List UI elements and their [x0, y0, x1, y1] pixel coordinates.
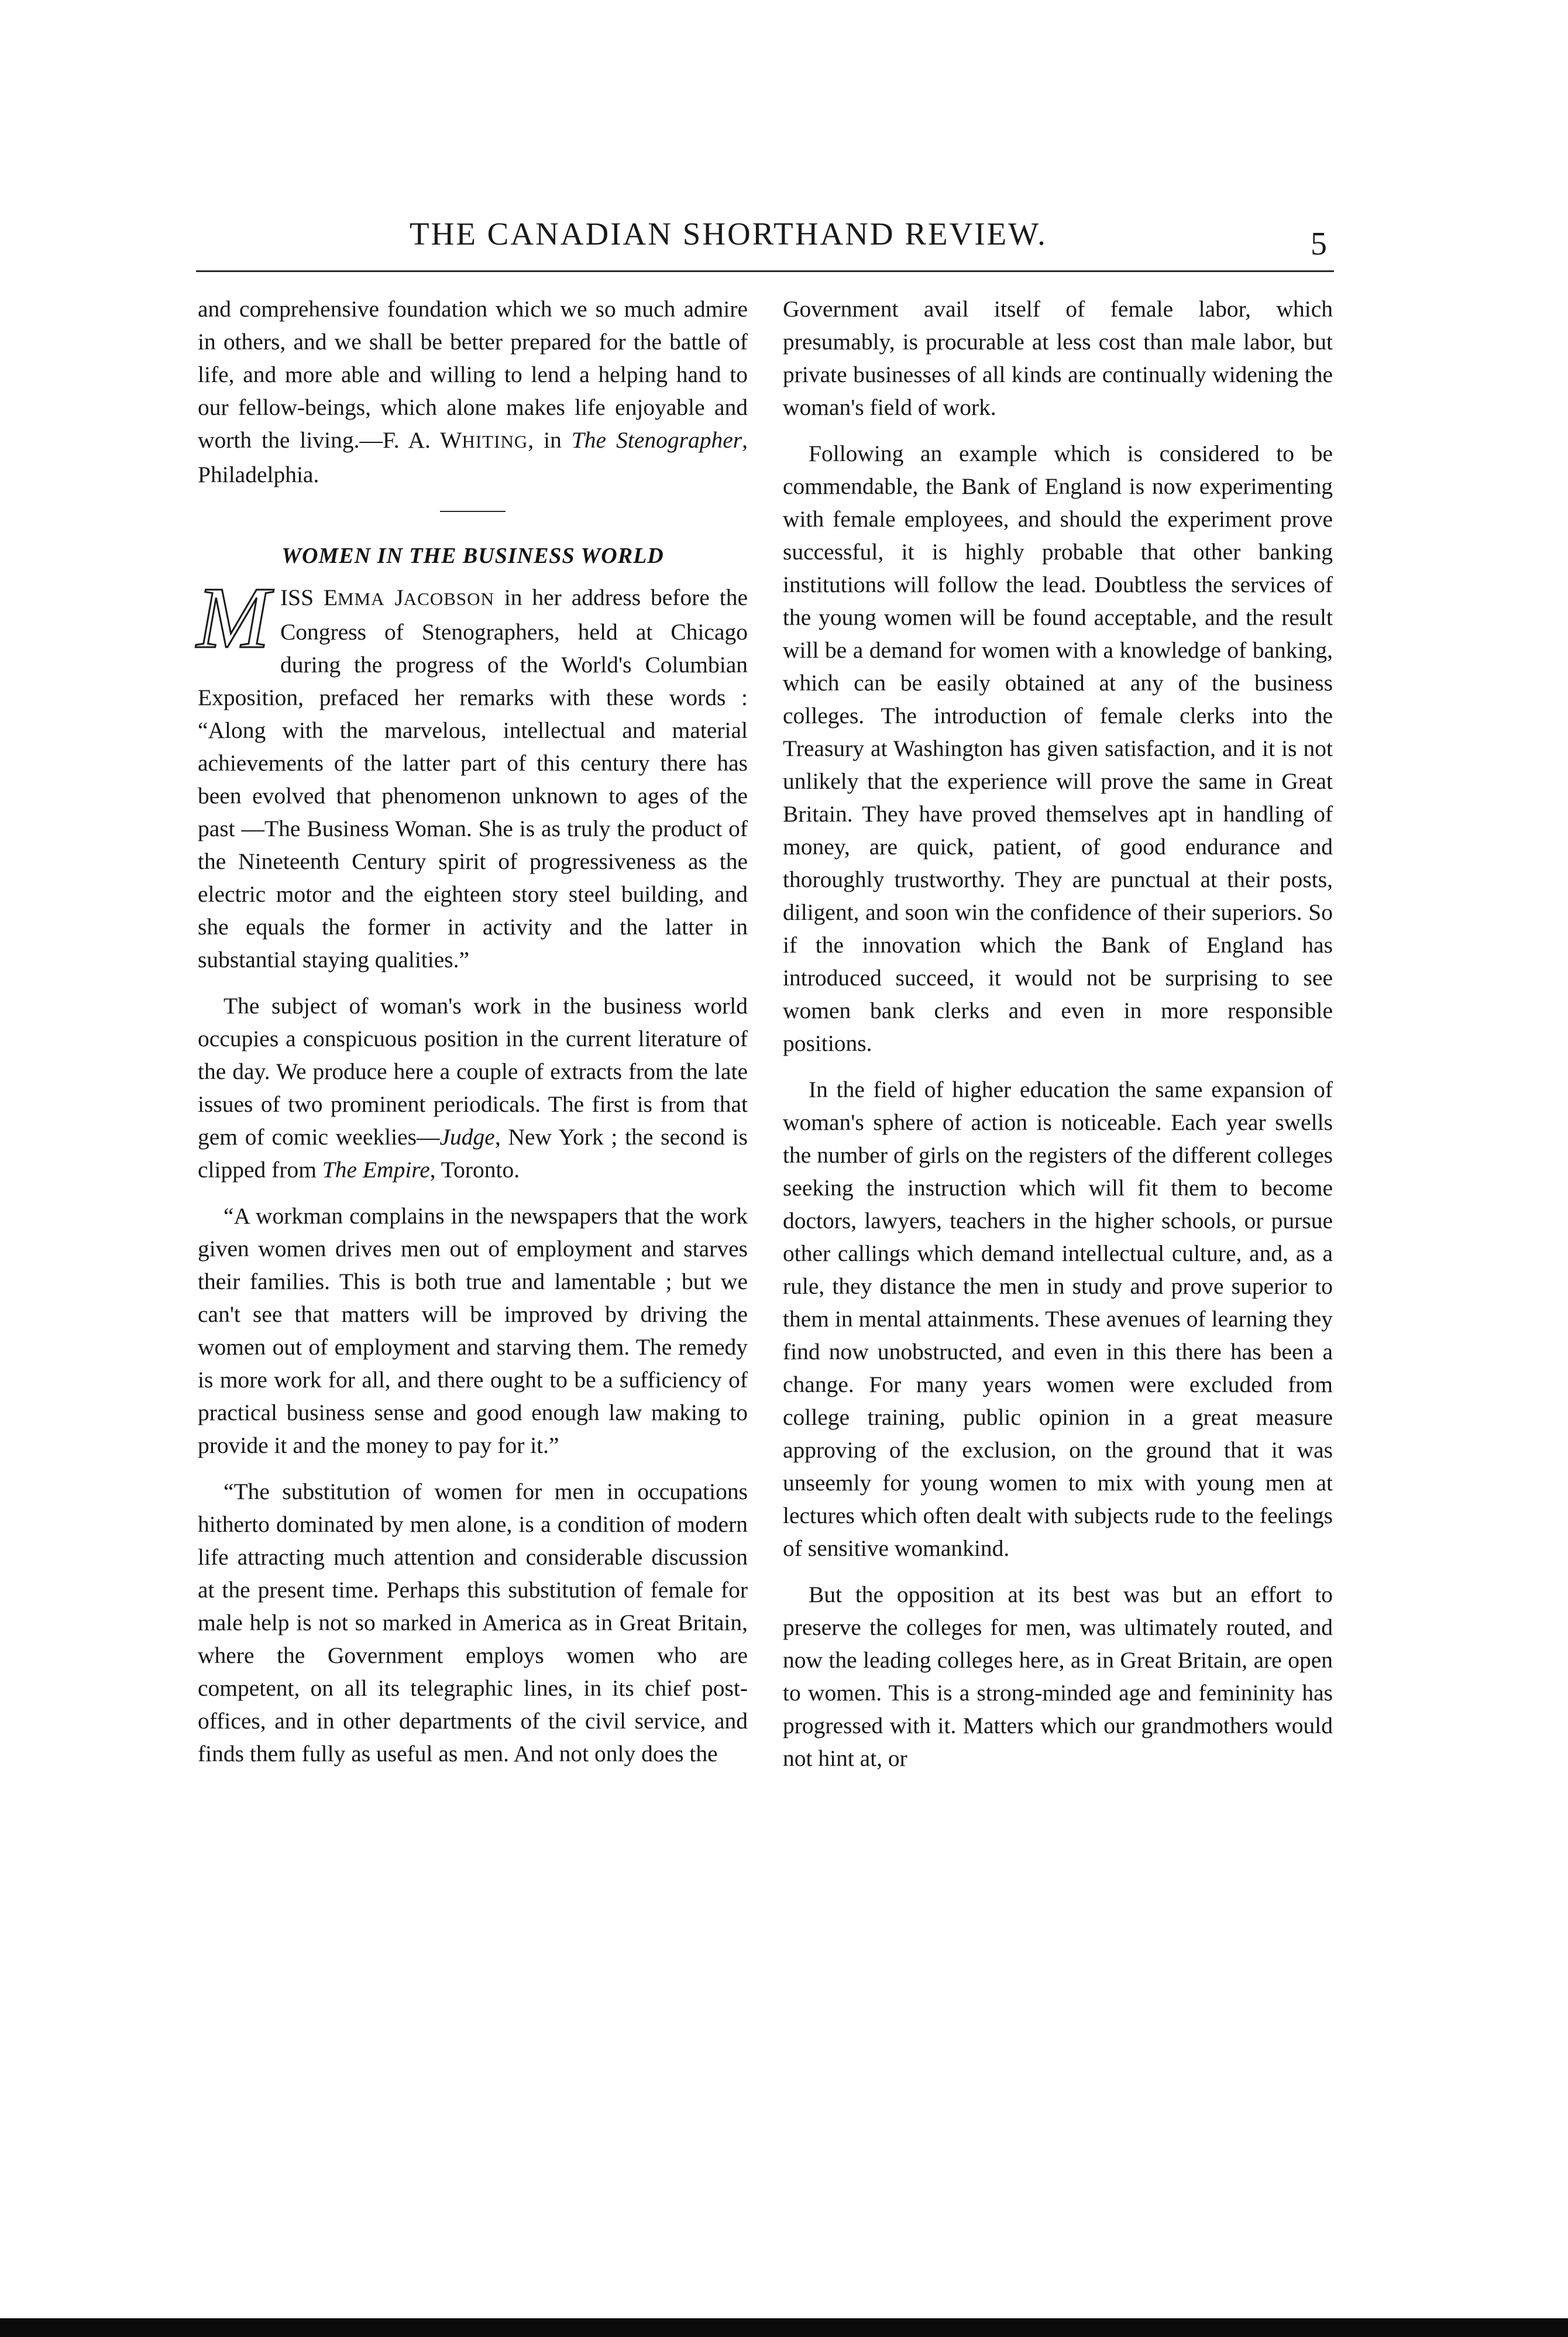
- drop-cap: M: [197, 569, 270, 666]
- after-author: , in: [528, 427, 562, 453]
- right-paragraph-3: In the field of higher education the same expansion of woman's sphere of action is noticeable. Each year swells the number of girls on the registers of the different colleges seeking the instruction which will fit them to become doctors, lawyers, teachers in the higher schools, or pursue other callings which demand intellectual culture, and, as a rule, they distance the men in study and prove superior to them in mental attainments. These avenues of learning they find now unobstructed, and even in this there has been a change. For many years women were excluded from college training, public opinion in a great measure approving of the exclusion, on the ground that it was unseemly for young women to mix with young men at lectures which often dealt with subjects rude to the feelings of sensitive womankind.: [783, 1077, 1333, 1561]
- periodical-judge: Judge: [439, 1124, 495, 1150]
- periodical-empire: The Empire: [322, 1157, 430, 1183]
- subject-paragraph: [198, 989, 748, 1186]
- subject-end: , Toronto.: [429, 1157, 520, 1183]
- right-column: [783, 293, 1333, 1788]
- substitution-paragraph: “The substitution of women for men in occupations hitherto dominated by men alone, is a condition of modern life attracting much attention and considerable discussion at the present time. Perhaps this substitution of female for male help is not so marked in America as in Great Britain, where the Government employs women who are competent, on all its telegraphic lines, in its chief post-offices, and in other departments of the civil service, and finds them fully as useful as men. And not only does the: [198, 1479, 748, 1767]
- header-rule: [196, 270, 1334, 272]
- subject-mid: , New York ; the second is clipped from: [198, 1124, 748, 1183]
- author-rest: HITING: [462, 431, 528, 452]
- source-publication: The Stenographer: [571, 427, 742, 453]
- name-initial-1: E: [323, 585, 338, 610]
- intro-paragraph: [198, 293, 748, 491]
- subject-start: The subject of woman's work in the business world occupies a conspicuous position in the current literature of the day. We produce here a couple of extracts from the late issues of two prominent periodicals. The first is from that gem of comic weeklies—: [198, 993, 748, 1150]
- section-divider: [440, 511, 506, 512]
- name-rest-2: ACOBSON: [403, 589, 494, 609]
- name-initial-2: J: [394, 585, 404, 610]
- page-number: 5: [1311, 226, 1327, 262]
- name-rest-1: MMA: [338, 589, 385, 609]
- lead-paragraph: [197, 569, 748, 976]
- lead-text: in her address before the Congress of Stenographers, held at Chicago during the progress of the World's Columbian Exposition, prefaced her remarks with these words : “Along with the marvelous, intellectual and material achievements of the latter part of this century there has been evolved that phenomenon unknown to ages of the past —The Business Woman. She is as truly the product of the Nineteenth Century spirit of progressiveness as the electric motor and the eighteen story steel building, and she equals the former in activity and the latter in substantial staying qualities.”: [198, 585, 748, 972]
- workman-paragraph: “A workman complains in the newspapers that the work given women drives men out of employment and starves their families. This is both true and lamentable ; but we can't see that matters will be improved by driving the women out of employment and starving them. The remedy is more work for all, and there ought to be a sufficiency of practical business sense and good enough law making to provide it and the money to pay for it.”: [198, 1203, 748, 1458]
- first-name-rest: ISS: [280, 585, 314, 610]
- running-head-title: THE CANADIAN SHORTHAND REVIEW.: [410, 216, 1047, 252]
- right-paragraph-4: But the opposition at its best was but an effort to preserve the colleges for men, was ultimately routed, and now the leading colleges here, as in Great Britain, are open to women. This is a strong-minded age and femininity has progressed with it. Matters which our grandmothers would not hint at, or: [783, 1582, 1333, 1771]
- left-column: [198, 293, 748, 1783]
- right-paragraph-2: Following an example which is considered to be commendable, the Bank of England is now experimenting with female employees, and should the experiment prove successful, it is highly probable that other banking institutions will follow the lead. Doubtless the services of the young women will be found acceptable, and the result will be a demand for women with a knowledge of banking, which can be easily obtained at any of the business colleges. The introduction of female clerks into the Treasury at Washington has given satisfaction, and it is not unlikely that the experience will prove the same in Great Britain. They have proved themselves apt in handling of money, are quick, patient, of good endurance and thoroughly trustworthy. They are punctual at their posts, diligent, and soon win the confidence of their superiors. So if the innovation which the Bank of England has introduced succeed, it would not be surprising to see women bank clerks and even in more responsible positions.: [783, 441, 1333, 1056]
- intro-text: and comprehensive foundation which we so much admire in others, and we shall be better prepared for the battle of life, and more able and willing to lend a helping hand to our fellow-beings, which alone makes life enjoyable and worth the living.—F. A.: [198, 296, 748, 453]
- author-initial: W: [440, 427, 462, 453]
- right-paragraph-1: Government avail itself of female labor, which presumably, is procurable at less cost than male labor, but private businesses of all kinds are continually widening the woman's field of work.: [783, 296, 1333, 420]
- article-title: WOMEN IN THE BUSINESS WORLD: [281, 544, 664, 568]
- source-city: , Philadelphia.: [198, 427, 748, 487]
- bottom-scan-edge: [0, 2318, 1568, 2337]
